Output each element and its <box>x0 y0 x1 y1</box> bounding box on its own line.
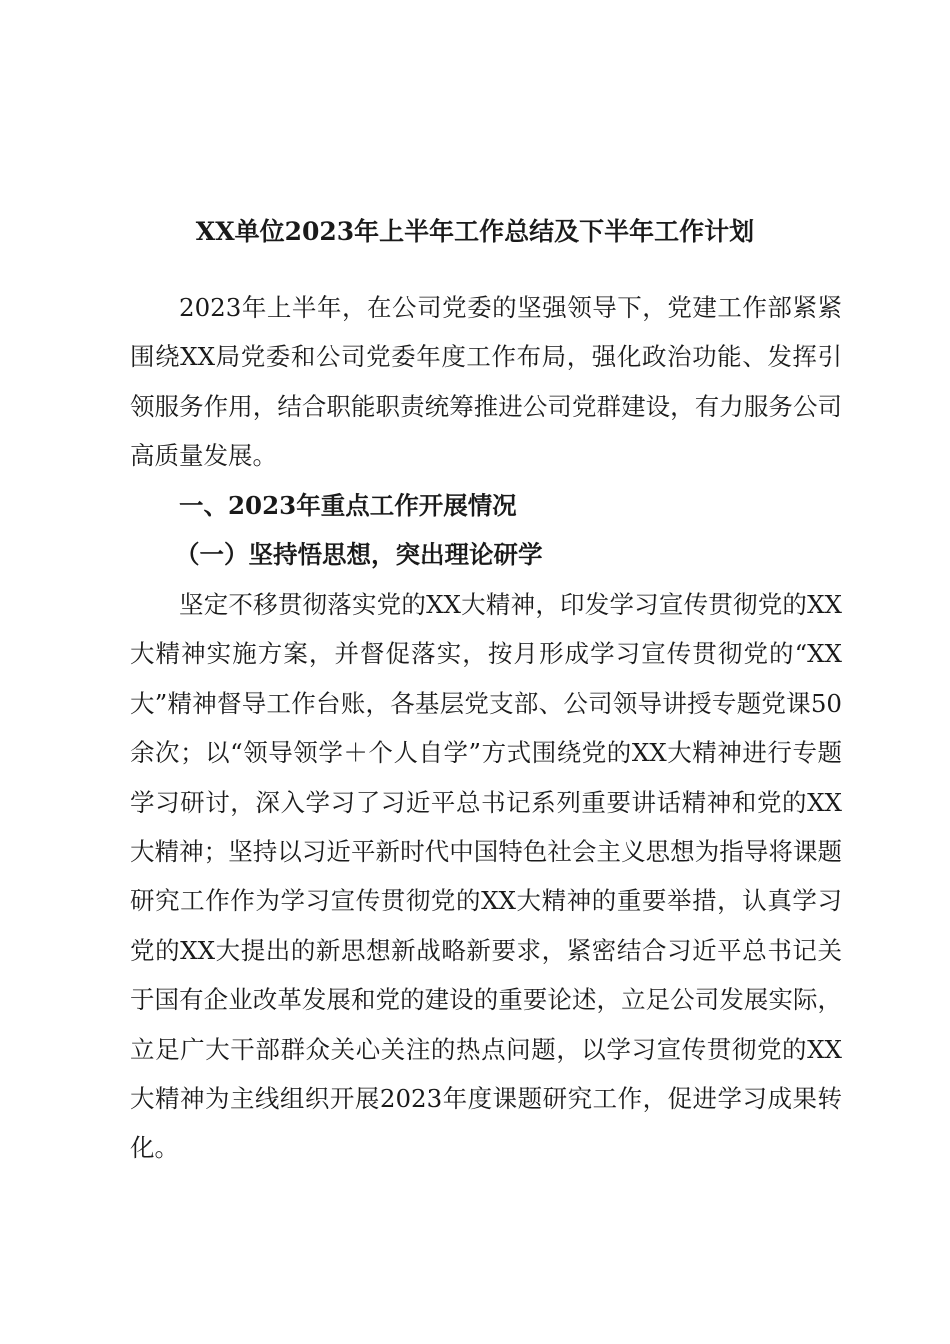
document-title: XX单位2023年上半年工作总结及下半年工作计划 <box>195 217 755 246</box>
intro-paragraph: 2023年上半年，在公司党委的坚强领导下，党建工作部紧紧围绕XX局党委和公司党委年度工作布局，强化政治功能、发挥引领服务作用，结合职能职责统筹推进公司党群建设，有力服务公司高质量发展。 <box>130 293 842 471</box>
subsection-heading: （一）坚持悟思想，突出理论研学 <box>175 540 543 569</box>
section-heading: 一、2023年重点工作开展情况 <box>179 491 517 520</box>
body-paragraph: 坚定不移贯彻落实党的XX大精神，印发学习宣传贯彻党的XX大精神实施方案，并督促落实，按月形成学习宣传贯彻党的“XX大”精神督导工作台账，各基层党支部、公司领导讲授专题党课50余次；以“领导领学＋个人自学”方式围绕党的XX大精神进行专题学习研讨，深入学习了习近平总书记系列重要讲话精神和党的XX大精神；坚持以习近平新时代中国特色社会主义思想为指导将课题研究工作作为学习宣传贯彻党的XX大精神的重要举措，认真学习党的XX大提出的新思想新战略新要求，紧密结合习近平总书记关于国有企业改革发展和党的建设的重要论述，立足公司发展实际，立足广大干部群众关心关注的热点问题，以学习宣传贯彻党的XX大精神为主线组织开展2023年度课题研究工作，促进学习成果转化。 <box>130 590 842 1163</box>
